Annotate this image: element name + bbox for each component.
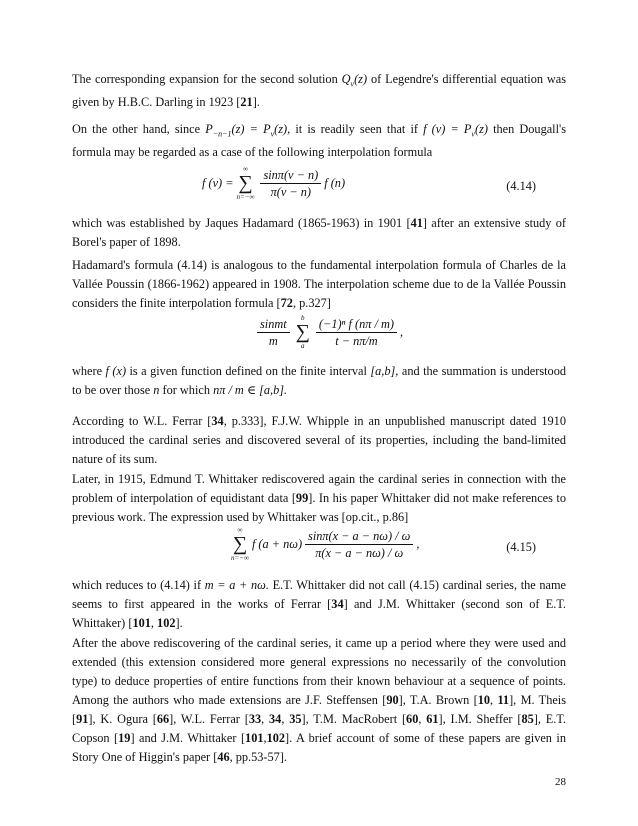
eq-fraction-2: $\frac{\text{(−1)ⁿ f (nπ / m)}}{t - n\pi/m}$ — [316, 316, 397, 349]
paragraph-5: where f (x) is a given function defined on the finite interval [a,b], and the summation is understood to be over those n for which nπ / m ∈ [a,b]. — [72, 364, 566, 397]
eq-fraction: $\frac{\sin\pi(x - a - n\omega) / \omega}{\pi(x - a - n\omega) / \omega}$ — [305, 528, 413, 561]
sum-symbol: ∞ ∑ n=−∞ — [231, 526, 249, 562]
paragraph-9: After the above rediscovering of the cardinal series, it came up a period where they were used and extended (this extension considered more general expressions no necessarily of the convolution type) to deduce properties of entire functions from their known behaviour at a sequence of points. Among the authors who made extensions are J.F. Steffensen [90], T.A. Brown [10, 11], M. Theis [91], K. Ogura [66], W.L. Ferrar [33, 34, 35], T.M. MacRobert [60, 61], I.M. Sheffer [85], E.T. Copson [19] and J.M. Whittaker [101,102]. A brief account of some of these papers are given in Story One of Higgin's paper [46, pp.53-57]. — [72, 636, 566, 764]
paragraph-2: On the other hand, since $P_{-n-1}(z) = P_\nu(z)$, it is readily seen that if f $(\nu) = P_\nu(z)$ then Dougall's formula may be regarded as a case of the following interpolation formula — [72, 122, 567, 160]
citation: 101 — [245, 731, 264, 745]
citation: 34 — [331, 597, 344, 611]
paragraph-8: which reduces to (4.14) if m = a + nω. E.T. Whittaker did not call (4.15) cardinal series, the name seems to first appeared in the works of Ferrar [34] and J.M. Whittaker (second son of E.T. Whittaker) [101, 102]. — [72, 578, 567, 630]
eq-fraction: $\frac{\sin\pi(\nu - n)}{\pi(\nu - n)}$ — [260, 167, 321, 200]
citation: 102 — [157, 616, 176, 630]
p1-text-2: of Legendre's differential equation was given by H.B.C. Darling in 1923 [ — [72, 72, 566, 110]
citation: 46 — [217, 750, 230, 764]
equation-vallee-poussin — [72, 314, 566, 354]
equation-label: (4.15) — [506, 540, 536, 554]
equation-4-15 — [72, 526, 566, 566]
equation-vp-body: $\frac{\text{sinmt}}{m}$ b ∑ a $\frac{\text{(−1)ⁿ f (nπ / m)}}{t - n\pi/m}$ , — [254, 314, 403, 350]
eq-lhs: f (ν) = — [202, 175, 234, 190]
paragraph-7: Later, in 1915, Edmund T. Whittaker rediscovered again the cardinal series in connection with the problem of interpolation of equidistant data [99]. In his paper Whittaker did not make references to previous work. The expression used by Whittaker was [op.cit., p.86] — [72, 472, 566, 524]
paragraph-3: which was established by Jaques Hadamard (1865-1963) in 1901 [41] after an extensive study of Borel's paper of 1898. — [72, 216, 566, 249]
citation: 33 — [248, 712, 262, 726]
paragraph-6: According to W.L. Ferrar [34, p.333], F.J.W. Whipple in an unpublished manuscript dated 1910 introduced the cardinal series and discovered several of its properties, including the band-limited nature of its sum. — [72, 414, 566, 466]
citation: 66 — [156, 712, 170, 726]
citation: 60 — [406, 712, 419, 726]
citation: 61 — [426, 712, 439, 726]
paragraph-1: The corresponding expansion for the second solution $Q_\nu(z)$ of Legendre's differential equation was given by H.B.C. Darling in 1923 [21]. — [72, 72, 566, 110]
paragraph-4: Hadamard's formula (4.14) is analogous to the fundamental interpolation formula of Charles de la Vallée Poussin (1866-1962) appeared in 1908. The interpolation scheme due to de la Vallée Poussin considers the finite interpolation formula [72, p.327] — [72, 258, 566, 310]
equation-4-14-body — [202, 165, 345, 201]
sum-symbol: b ∑ a — [295, 314, 310, 350]
page-number: 28 — [555, 776, 566, 788]
citation: 35 — [289, 712, 302, 726]
eq-fraction-1: $\frac{\text{sinmt}}{m}$ — [257, 316, 290, 349]
eq-lhs: f (a + nω) — [251, 536, 303, 551]
equation-4-14 — [72, 165, 566, 205]
eq-rhs: f (n) — [324, 175, 346, 190]
citation: 91 — [76, 712, 89, 726]
citation: 34 — [269, 712, 282, 726]
citation: 72 — [280, 296, 293, 310]
citation: 11 — [497, 693, 510, 707]
citation: 90 — [386, 693, 399, 707]
citation: 34 — [211, 414, 224, 428]
citation: 85 — [521, 712, 534, 726]
sum-symbol: ∞ ∑ n=−∞ — [236, 165, 255, 201]
p1-math-q: $Q_\nu(z)$ — [341, 72, 368, 89]
citation: 10 — [477, 693, 491, 707]
p2-math-1: $P_{-n-1}(z) = P_\nu(z)$, — [205, 122, 291, 139]
citation: 41 — [410, 216, 423, 230]
citation: 99 — [295, 491, 309, 505]
p2-math-2: f $(\nu) = P_\nu(z)$ — [423, 122, 488, 139]
p1-text: The corresponding expansion for the second solution — [72, 72, 338, 86]
equation-label: (4.14) — [506, 179, 536, 193]
citation: 101 — [132, 616, 151, 630]
citation: 21 — [240, 95, 253, 110]
citation: 19 — [118, 731, 131, 745]
equation-4-15-body: ∞ ∑ n=−∞ f (a + nω) $\frac{\sin\pi(x - a - n\omega) / \omega}{\pi(x - a - n\omega) / \omega}$ , — [231, 526, 420, 562]
citation: 102 — [266, 731, 286, 745]
